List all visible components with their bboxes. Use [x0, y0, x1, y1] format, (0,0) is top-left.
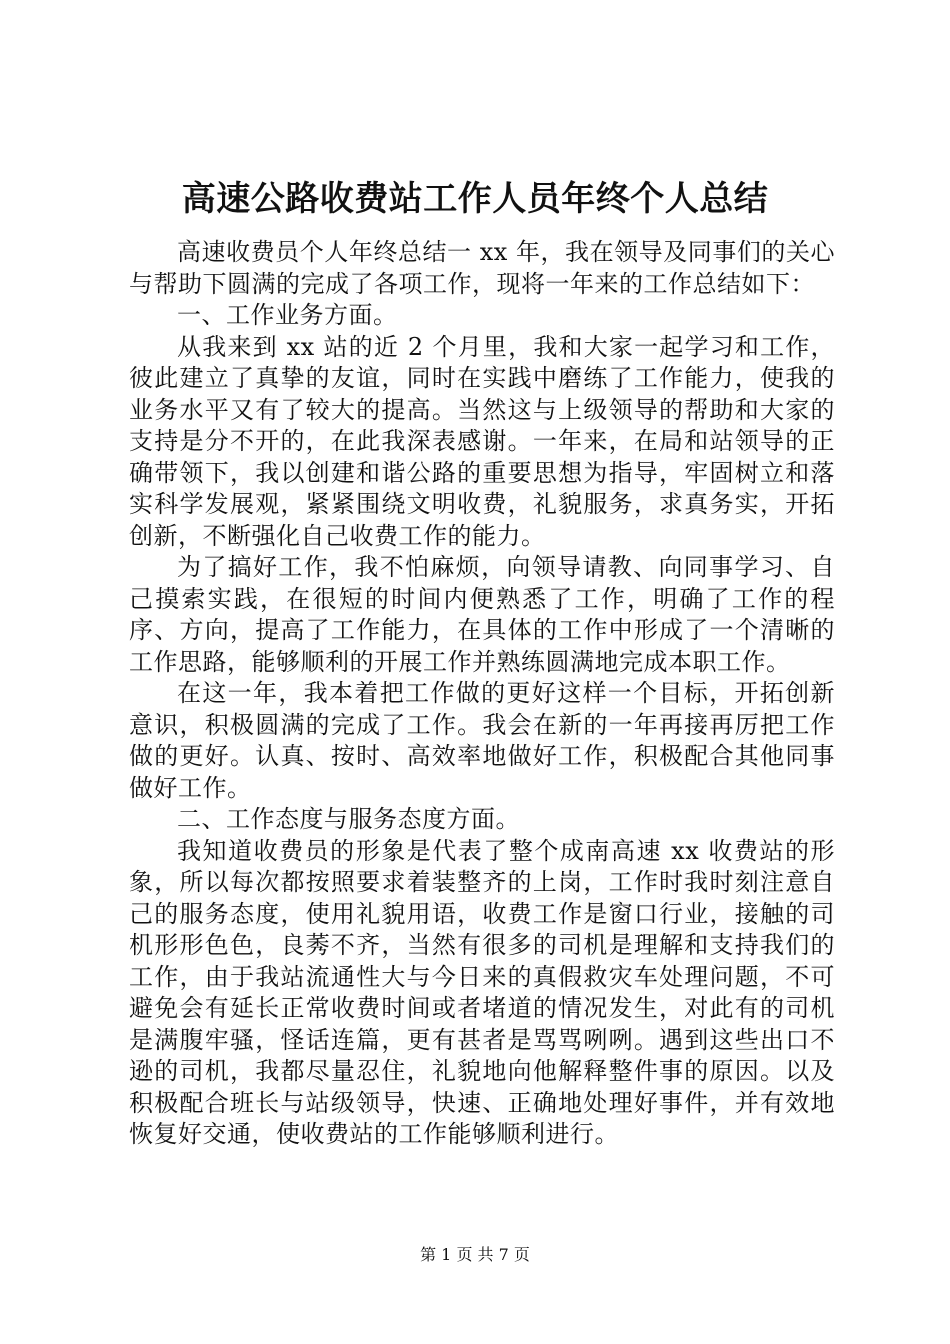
paragraph-work-3: 在这一年，我本着把工作做的更好这样一个目标，开拓创新意识，积极圆满的完成了工作。我会在新的一年再接再厉把工作做的更好。认真、按时、高效率地做好工作，积极配合其他同事做好工作。: [129, 679, 835, 802]
paragraph-work-1: 从我来到 xx 站的近 2 个月里，我和大家一起学习和工作，彼此建立了真挚的友谊，同时在实践中磨练了工作能力，使我的业务水平又有了较大的提高。当然这与上级领导的帮助和大家的支持是分不开的，在此我深表感谢。一年来，在局和站领导的正确带领下，我以创建和谐公路的重要思想为指导，牢固树立和落实科学发展观，紧紧围绕文明收费，礼貌服务，求真务实，开拓创新，不断强化自己收费工作的能力。: [129, 332, 835, 550]
section-heading-work: 一、工作业务方面。: [177, 301, 398, 329]
section-heading-attitude: 二、工作态度与服务态度方面。: [177, 805, 520, 833]
paragraph-work-2: 为了搞好工作，我不怕麻烦，向领导请教、向同事学习、自己摸索实践，在很短的时间内便熟悉了工作，明确了工作的程序、方向，提高了工作能力，在具体的工作中形成了一个清晰的工作思路，能够顺利的开展工作并熟练圆满地完成本职工作。: [129, 553, 835, 676]
document-title: 高速公路收费站工作人员年终个人总结: [181, 179, 769, 219]
document-body: [129, 237, 835, 1151]
paragraph-intro: 高速收费员个人年终总结一 xx 年，我在领导及同事们的关心与帮助下圆满的完成了各项工作，现将一年来的工作总结如下：: [129, 238, 835, 298]
paragraph-attitude: 我知道收费员的形象是代表了整个成南高速 xx 收费站的形象，所以每次都按照要求着装整齐的上岗，工作时我时刻注意自己的服务态度，使用礼貌用语，收费工作是窗口行业，接触的司机形形色色，良莠不齐，当然有很多的司机是理解和支持我们的工作，由于我站流通性大与今日来的真假救灾车处理问题，不可避免会有延长正常收费时间或者堵道的情况发生，对此有的司机是满腹牢骚，怪话连篇，更有甚者是骂骂咧咧。遇到这些出口不逊的司机，我都尽量忍住，礼貌地向他解释整件事的原因。以及积极配合班长与站级领导，快速、正确地处理好事件，并有效地恢复好交通，使收费站的工作能够顺利进行。: [129, 836, 835, 1148]
page-number-footer: 第 1 页 共 7 页: [420, 1245, 530, 1264]
